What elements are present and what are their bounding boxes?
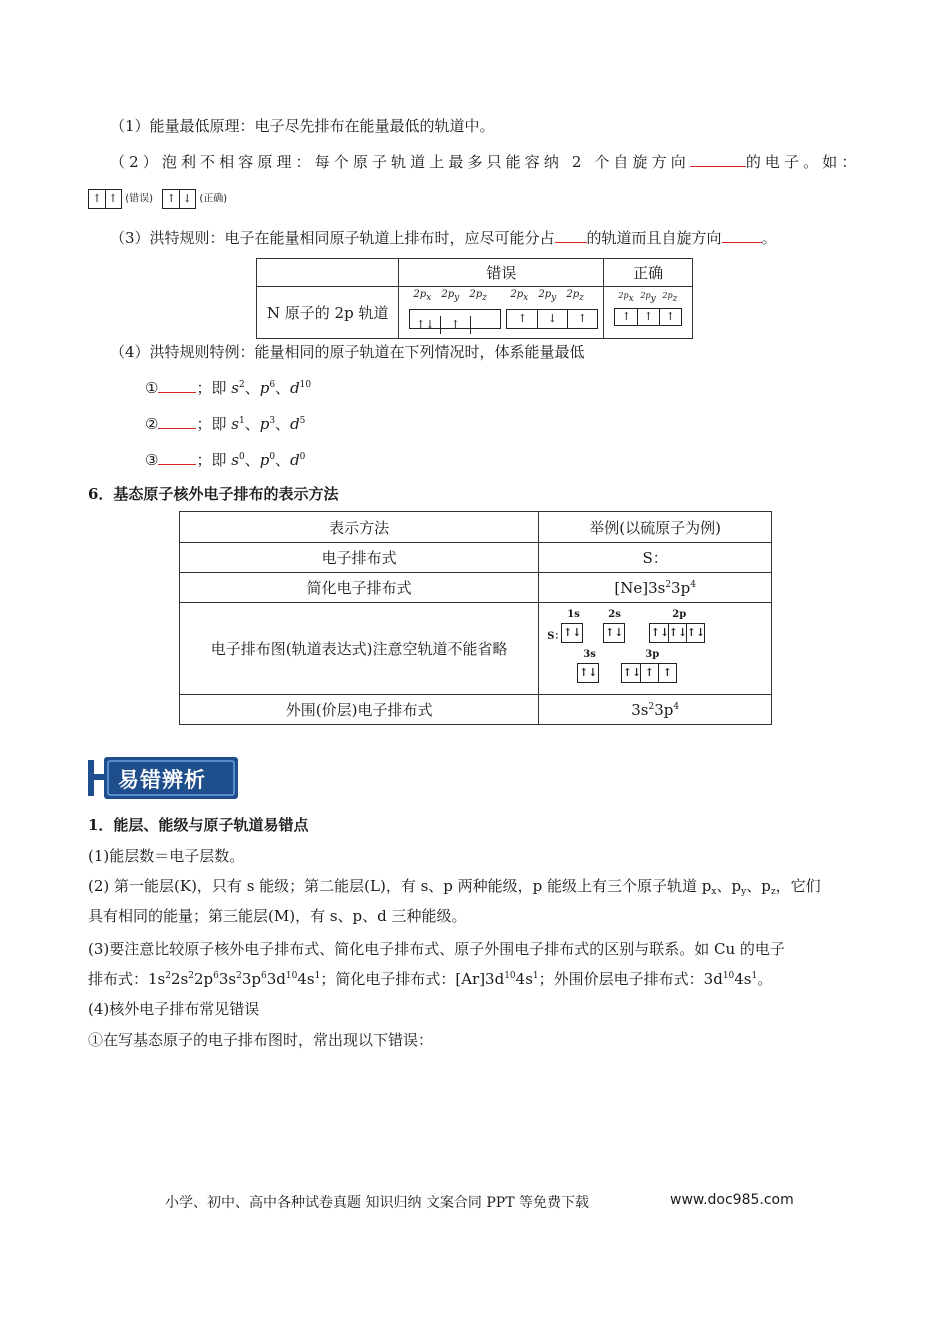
rep-r4-example: $3s^23p^4$	[539, 695, 772, 725]
rep-r3-example	[539, 603, 772, 695]
mistake-1: (1)能层数＝电子层数。	[88, 847, 245, 865]
pauli-wrong-box: ↑ ↑	[88, 189, 122, 209]
wrong2-orbitals: ↑ ↓ ↑	[506, 309, 598, 329]
rep-r1-example: S：	[539, 543, 772, 573]
rep-header-method: 表示方法	[180, 512, 539, 543]
blank-case-1	[158, 378, 196, 393]
hund-header-right: 正确	[604, 259, 693, 287]
mistake-3a: (3)要注意比较原子核外电子排布式、简化电子排布式、原子外围电子排布式的区别与联系。如 Cu 的电子	[88, 940, 785, 958]
rule-hund-special: （4）洪特规则特例：能量相同的原子轨道在下列情况时，体系能量最低	[110, 343, 585, 361]
mistake-4: (4)核外电子排布常见错误	[88, 1000, 260, 1018]
rep-r3-method: 电子排布图(轨道表达式)注意空轨道不能省略	[180, 603, 539, 695]
blank-hund-2	[722, 228, 762, 243]
rule-pauli	[110, 152, 860, 172]
rep-r1-method: 电子排布式	[180, 543, 539, 573]
sulfur-orbital-diagram: 1s 2s 2p S： ↑↓ ↑↓ ↑↓↑↓↑↓ 3s 3p ↑↓ ↑↓ ↑ ↑	[547, 607, 767, 691]
pauli-right-label: (正确)	[199, 193, 228, 205]
section6-title: 6．基态原子核外电子排布的表示方法	[88, 485, 339, 503]
right-orbitals: ↑ ↑ ↑	[614, 307, 682, 326]
pauli-text-b: 的电子。如：	[745, 153, 861, 171]
section-banner	[88, 756, 240, 800]
pauli-text-a: （2）泡利不相容原理：每个原子轨道上最多只能容纳 2 个自旋方向	[110, 153, 690, 171]
hund-right-cell: $2p_x$ $2p_y$ $2p_z$ ↑ ↑ ↑	[604, 287, 693, 339]
wrong1-orbitals: ↑↓ ↑	[409, 309, 501, 329]
pauli-example	[88, 189, 227, 210]
rep-header-example: 举例(以硫原子为例)	[539, 512, 772, 543]
special-case-2: ② ；即 $s^1$、$p^3$、$d^5$	[145, 415, 306, 433]
hund-wrong-cell: $2p_x$ $2p_y$ $2p_z$ ↑↓ ↑ $2p_x$ $2p_y$ $2p_z$ ↑ ↓ ↑	[399, 287, 604, 339]
blank-hund-1	[555, 228, 587, 243]
special-case-1: ① ；即 $s^2$、$p^6$、$d^{10}$	[145, 379, 312, 397]
representation-table	[179, 511, 772, 725]
mistakes-title: 1．能层、能级与原子轨道易错点	[88, 816, 309, 834]
blank-pauli	[690, 152, 746, 167]
hund-text-b: 的轨道而且自旋方向	[586, 229, 722, 247]
hund-table-corner	[257, 259, 399, 287]
hund-row-label: N 原子的 2p 轨道	[257, 287, 399, 339]
mistake-2b: 具有相同的能量；第三能层(M)，有 s、p、d 三种能级。	[88, 907, 467, 925]
banner-title: 易错辨析	[118, 768, 206, 792]
rule-lowest-energy: （1）能量最低原理：电子尽先排布在能量最低的轨道中。	[110, 117, 495, 135]
footer-text: 小学、初中、高中各种试卷真题 知识归纳 文案合同 PPT 等免费下载	[165, 1195, 589, 1211]
rule-hund	[110, 228, 777, 248]
rep-r2-example: $[Ne]3s^23p^4$	[539, 573, 772, 603]
blank-case-3	[158, 450, 196, 465]
pauli-right-box: ↑ ↓	[162, 189, 196, 209]
hund-text-a: （3）洪特规则：电子在能量相同原子轨道上排布时，应尽可能分占	[110, 229, 555, 247]
rep-r4-method: 外围(价层)电子排布式	[180, 695, 539, 725]
mistake-5: ①在写基态原子的电子排布图时，常出现以下错误：	[88, 1031, 434, 1049]
hund-table	[256, 258, 693, 339]
hund-text-c: 。	[761, 229, 777, 247]
blank-case-2	[158, 414, 196, 429]
mistake-3b: 排布式：$1s^22s^22p^63s^23p^63d^{10}4s^1$；简化电子排布式：$[Ar]3d^{10}4s^1$；外围价层电子排布式：$3d^{10}4s^1$。	[88, 970, 773, 988]
pauli-wrong-label: (错误)	[125, 193, 153, 205]
footer-url[interactable]: www.doc985.com	[670, 1192, 794, 1208]
hund-header-wrong: 错误	[399, 259, 604, 287]
rep-r2-method: 简化电子排布式	[180, 573, 539, 603]
mistake-2a: (2) 第一能层(K)，只有 s 能级；第二能层(L)，有 s、p 两种能级，p 能级上有三个原子轨道 $p_x$、$p_y$、$p_z$，它们	[88, 877, 821, 897]
special-case-3: ③ ；即 $s^0$、$p^0$、$d^0$	[145, 451, 306, 469]
